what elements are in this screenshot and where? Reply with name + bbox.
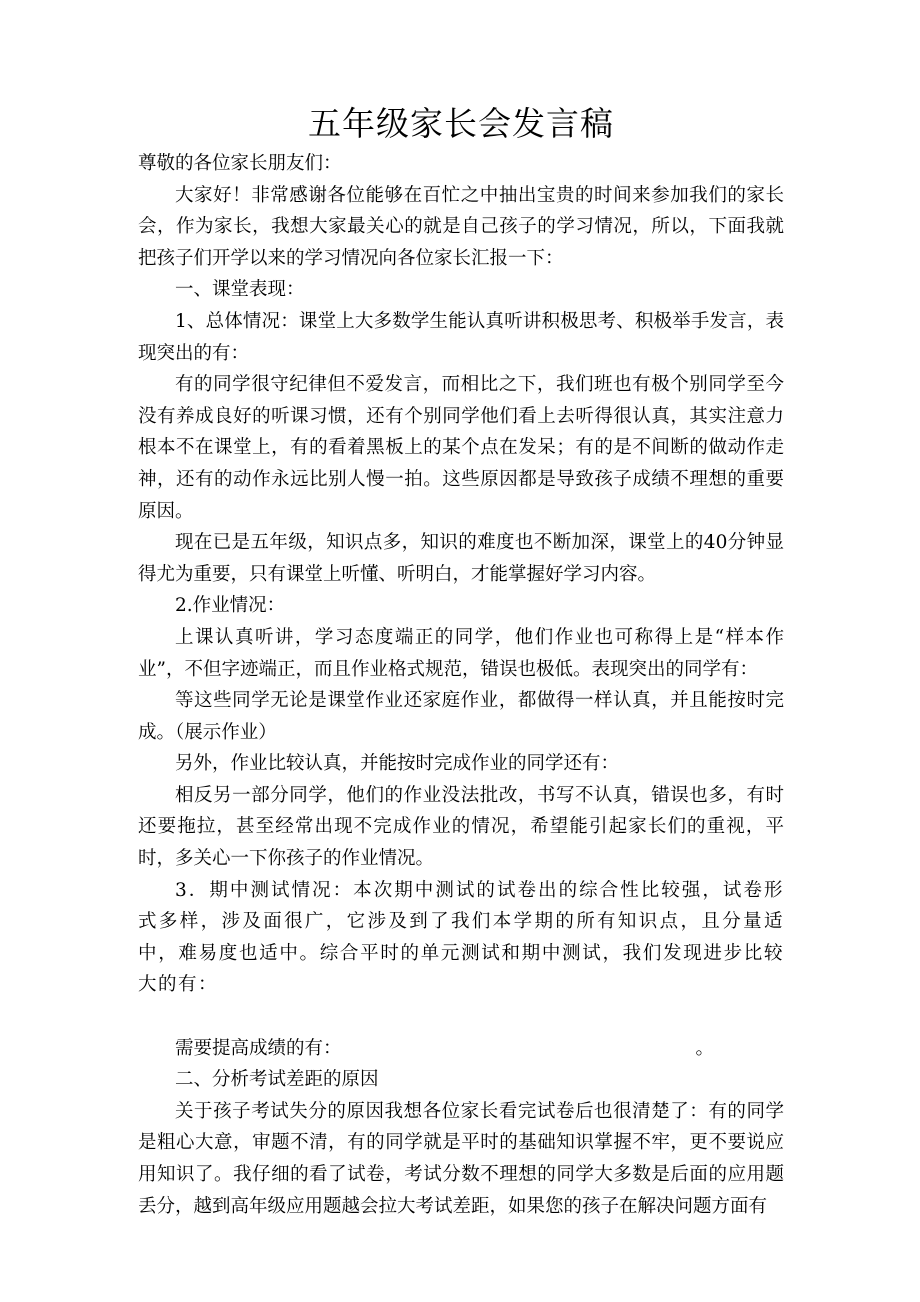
improve-line (138, 1033, 784, 1065)
paragraph-problems: 相反另一部分同学，他们的作业没法批改，书写不认真，错误也多，有时还要拖拉，甚至经常出现不完成作业的情况，希望能引起家长们的重视，平时，多关心一下你孩子的作业情况。 (138, 784, 784, 870)
heading-classroom: 一、课堂表现： (175, 279, 305, 301)
document-title: 五年级家长会发言稿 (308, 104, 614, 143)
heading-section-two: 二、分析考试差距的原因 (175, 1069, 379, 1091)
paragraph-grade-five: 现在已是五年级，知识点多，知识的难度也不断加深，课堂上的40分钟显得尤为重要，只有课堂上听懂、听明白，才能掌握好学习内容。 (138, 532, 784, 585)
paragraph-exam-reasons: 关于孩子考试失分的原因我想各位家长看完试卷后也很清楚了：有的同学是粗心大意，审题不清，有的同学就是平时的基础知识掌握不牢，更不要说应用知识了。我仔细的看了试卷，考试分数不理想的同学大多数是后面的应用题丢分，越到高年级应用题越会拉大考试差距，如果您的孩子在解决问题方面有 (138, 1100, 784, 1217)
improve-end: 。 (695, 1037, 714, 1059)
paragraph-midterm: 3．期中测试情况：本次期中测试的试卷出的综合性比较强，试卷形式多样，涉及面很广，它涉及到了我们本学期的所有知识点，且分量适中，难易度也适中。综合平时的单元测试和期中测试，我们发现进步比较大的有： (138, 879, 784, 996)
paragraph-overall: 1、总体情况：课堂上大多数学生能认真听讲积极思考、积极举手发言，表现突出的有： (138, 310, 784, 364)
improve-label: 需要提高成绩的有： (175, 1037, 342, 1059)
blank-line (138, 1001, 784, 1033)
paragraph-intro: 大家好！非常感谢各位能够在百忙之中抽出宝贵的时间来参加我们的家长会，作为家长，我想大家最关心的就是自己孩子的学习情况，所以，下面我就把孩子们开学以来的学习情况向各位家长汇报一下： (138, 184, 784, 269)
heading-homework: 2.作业情况： (175, 595, 286, 617)
paragraph-model-homework: 上课认真听讲，学习态度端正的同学，他们作业也可称得上是“样本作业”，不但字迹端正，而且作业格式规范，错误也极低。表现突出的同学有： (138, 626, 784, 680)
paragraph-on-time: 等这些同学无论是课堂作业还家庭作业，都做得一样认真，并且能按时完成。（展示作业） (138, 690, 784, 743)
document-page (138, 100, 784, 1222)
paragraph-discipline: 有的同学很守纪律但不爱发言，而相比之下，我们班也有极个别同学至今没有养成良好的听课习惯，还有个别同学他们看上去听得很认真，其实注意力根本不在课堂上，有的看着黑板上的某个点在发呆；有的是不间断的做动作走神，还有的动作永远比别人慢一拍。这些原因都是导致孩子成绩不理想的重要原因。 (138, 374, 784, 522)
greeting: 尊敬的各位家长朋友们： (138, 153, 342, 174)
paragraph-also: 另外，作业比较认真，并能按时完成作业的同学还有： (175, 753, 620, 775)
